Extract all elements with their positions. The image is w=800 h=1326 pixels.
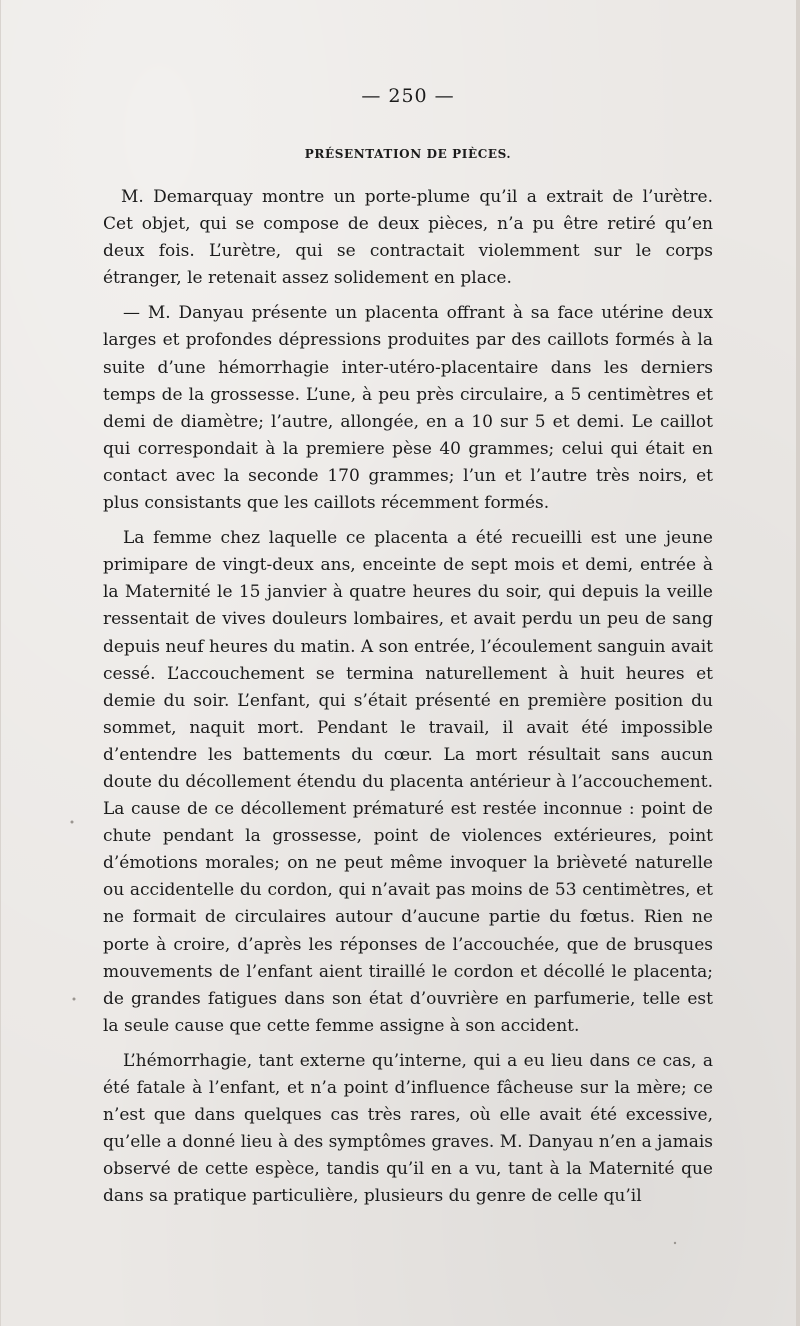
paragraph-danyau-placenta: — M. Danyau présente un placenta offrant à sa face utérine deux larges et profondes dépressions produites par des caillots formés à la suite d’une hémorrhagie inter-utéro-placentaire dans les derniers temps de la grossesse. L’une, à peu près circulaire, a 5 centimètres et demi de diamètre; l’autre, allongée, en a 10 sur 5 et demi. Le caillot qui correspondait à la premiere pèse 40 grammes; celui qui était en contact avec la seconde 170 grammes; l’un et l’autre très noirs, et plus consistants que les caillots récemment formés.	[103, 303, 713, 514]
paragraph-hemorrhage: L’hémorrhagie, tant externe qu’interne, qui a eu lieu dans ce cas, a été fatale à l’enfant, et n’a point d’influence fâcheuse sur la mère; ce n’est que dans quelques cas très rares, où elle avait été excessive, qu’elle a donné lieu à des symptômes graves. M. Danyau n’en a jamais observé de cette espèce, tandis qu’il en a vu, tant à la Maternité que dans sa pratique particulière, plusieurs du genre de celle qu’il	[103, 1050, 713, 1207]
page-content	[103, 82, 713, 1218]
page-number: — 250 —	[361, 85, 455, 107]
paragraph-patient-case: La femme chez laquelle ce placenta a été recueilli est une jeune primipare de vingt-deux ans, enceinte de sept mois et demi, entrée à la Maternité le 15 janvier à quatre heures du soir, qui depuis la veille ressentait de vives douleurs lombaires, et avait perdu un peu de sang depuis neuf heures du matin. A son entrée, l’écoulement sanguin avait cessé. L’accouchement se termina naturellement à huit heures et demie du soir. L’enfant, qui s’était présenté en première position du sommet, naquit mort. Pendant le travail, il avait été impossible d’entendre les battements du cœur. La mort résultait sans aucun doute du décollement étendu du placenta antérieur à l’accouchement. La cause de ce décollement prématuré est restée inconnue : point de chute pendant la grossesse, point de violences extérieures, point d’émotions morales; on ne peut même invoquer la brièveté naturelle ou accidentelle du cordon, qui n’avait pas moins de 53 centimètres, et ne formait de circulaires autour d’aucune partie du fœtus. Rien ne porte à croire, d’après les réponses de l’accouchée, que de brusques mouvements de l’enfant aient tiraillé le cordon et décollé le placenta; de grandes fatigues dans son état d’ouvrière en parfumerie, telle est la seule cause que cette femme assigne à son accident.	[103, 528, 713, 1036]
paragraph-demarquay: M. Demarquay montre un porte-plume qu’il a extrait de l’urètre. Cet objet, qui se compose de deux pièces, n’a pu être retiré qu’en deux fois. L’urètre, qui se contractait violemment sur le corps étranger, le retenait assez solidement en place.	[103, 187, 713, 289]
section-title: PRÉSENTATION DE PIÈCES.	[304, 147, 512, 161]
